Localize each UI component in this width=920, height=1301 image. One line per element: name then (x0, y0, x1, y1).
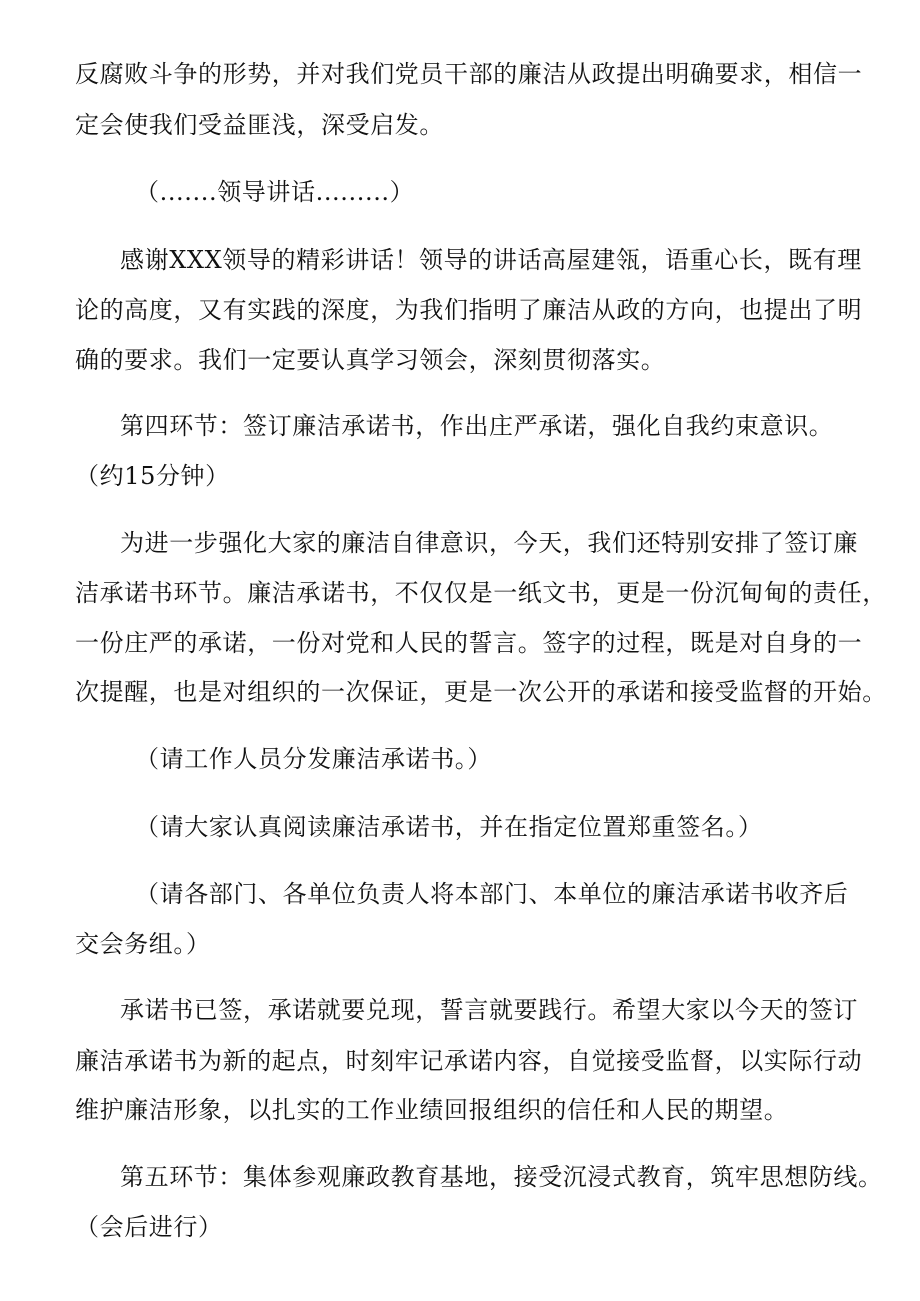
text-line: （请各部门、各单位负责人将本部门、本单位的廉洁承诺书收齐后 (135, 880, 849, 908)
text-line: 反腐败斗争的形势，并对我们党员干部的廉洁从政提出明确要求，相信一 (75, 60, 863, 88)
text-line: （会后进行） (75, 1213, 223, 1241)
text-line: 洁承诺书环节。廉洁承诺书，不仅仅是一纸文书，更是一份沉甸甸的责任， (75, 579, 887, 607)
text-line: 交会务组。） (75, 930, 211, 958)
text-line: 维护廉洁形象，以扎实的工作业绩回报组织的信任和人民的期望。 (75, 1096, 789, 1124)
text-line: （约15分钟） (75, 462, 230, 490)
section-heading: 第五环节：集体参观廉政教育基地，接受沉浸式教育，筑牢思想防线。 (120, 1163, 883, 1191)
text-line: 感谢XXX领导的精彩讲话！领导的讲话高屋建瓴，语重心长，既有理 (120, 246, 862, 274)
text-line: 一份庄严的承诺，一份对党和人民的誓言。签字的过程，既是对自身的一 (75, 629, 863, 657)
text-line: 廉洁承诺书为新的起点，时刻牢记承诺内容，自觉接受监督，以实际行动 (75, 1047, 863, 1075)
text-line: （请工作人员分发廉洁承诺书。） (135, 745, 492, 773)
text-line: 承诺书已签，承诺就要兑现，誓言就要践行。希望大家以今天的签订 (120, 996, 858, 1024)
text-line: （.......领导讲话.........） (135, 178, 415, 206)
section-heading: 第四环节：签订廉洁承诺书，作出庄严承诺，强化自我约束意识。 (120, 412, 834, 440)
text-line: 为进一步强化大家的廉洁自律意识，今天，我们还特别安排了签订廉 (120, 529, 858, 557)
text-line: 确的要求。我们一定要认真学习领会，深刻贯彻落实。 (75, 346, 666, 374)
text-line: （请大家认真阅读廉洁承诺书，并在指定位置郑重签名。） (135, 813, 763, 841)
text-line: 论的高度，又有实践的深度，为我们指明了廉洁从政的方向，也提出了明 (75, 296, 863, 324)
text-line: 次提醒，也是对组织的一次保证，更是一次公开的承诺和接受监督的开始。 (75, 678, 887, 706)
text-line: 定会使我们受益匪浅，深受启发。 (75, 111, 444, 139)
